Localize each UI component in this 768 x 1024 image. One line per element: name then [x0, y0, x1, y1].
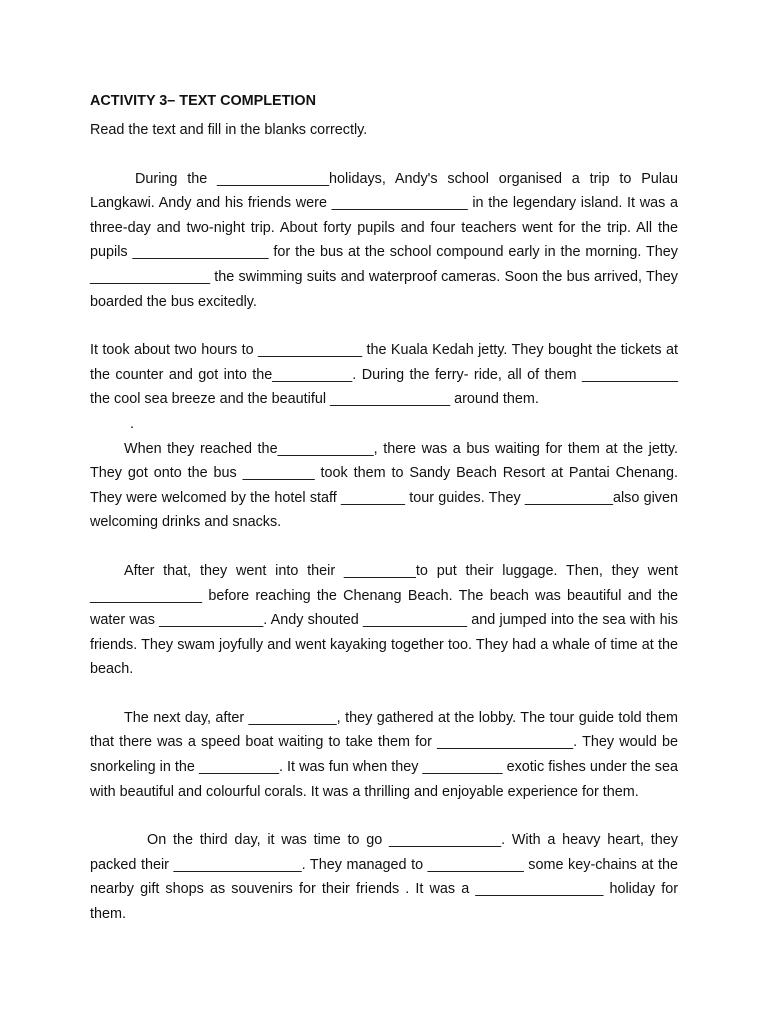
paragraph-5: The next day, after ___________, they gathered at the lobby. The tour guide told them that there was a speed boat waiting to take them for _________________. They would be snorkeling in the __________. It was fun when they __________ exotic fishes under the sea with beautiful and colourful corals. It was a thrilling and enjoyable experience for them.	[90, 709, 678, 800]
paragraph-3: When they reached the____________, there was a bus waiting for them at the jetty. They got onto the bus _________ took them to Sandy Beach Resort at Pantai Chenang. They were welcomed by the hotel staff ________ tour guides. They ___________also given welcoming drinks and snacks.	[90, 440, 678, 531]
worksheet-page	[90, 93, 678, 927]
paragraph-6: On the third day, it was time to go ______________. With a heavy heart, they packed their ________________. They managed to ____________ some key-chains at the nearby gift shops as souvenirs for their friends . It was a ________________ holiday for them.	[90, 832, 678, 923]
instruction-text: Read the text and fill in the blanks correctly.	[90, 122, 368, 138]
paragraph-1: During the ______________holidays, Andy's school organised a trip to Pulau Langkawi. Andy and his friends were _________________ in the legendary island. It was a three-day and two-night trip. About forty pupils and four teachers went for the trip. All the pupils _________________ for the bus at the school compound early in the morning. They _______________ the swimming suits and waterproof cameras. Soon the bus arrived, They boarded the bus excitedly.	[90, 170, 678, 310]
activity-title: ACTIVITY 3– TEXT COMPLETION	[90, 93, 317, 109]
paragraph-4: After that, they went into their _________to put their luggage. Then, they went ______________ before reaching the Chenang Beach. The beach was beautiful and the water was _____________. Andy shouted _____________ and jumped into the sea with his friends. They swam joyfully and went kayaking together too. They had a whale of time at the beach.	[90, 562, 678, 678]
paragraph-2: It took about two hours to _____________ the Kuala Kedah jetty. They bought the tickets at the counter and got into the__________. During the ferry- ride, all of them ____________ the cool sea breeze and the beautiful _______________ around them.	[90, 342, 678, 408]
stray-dot: .	[130, 415, 134, 432]
